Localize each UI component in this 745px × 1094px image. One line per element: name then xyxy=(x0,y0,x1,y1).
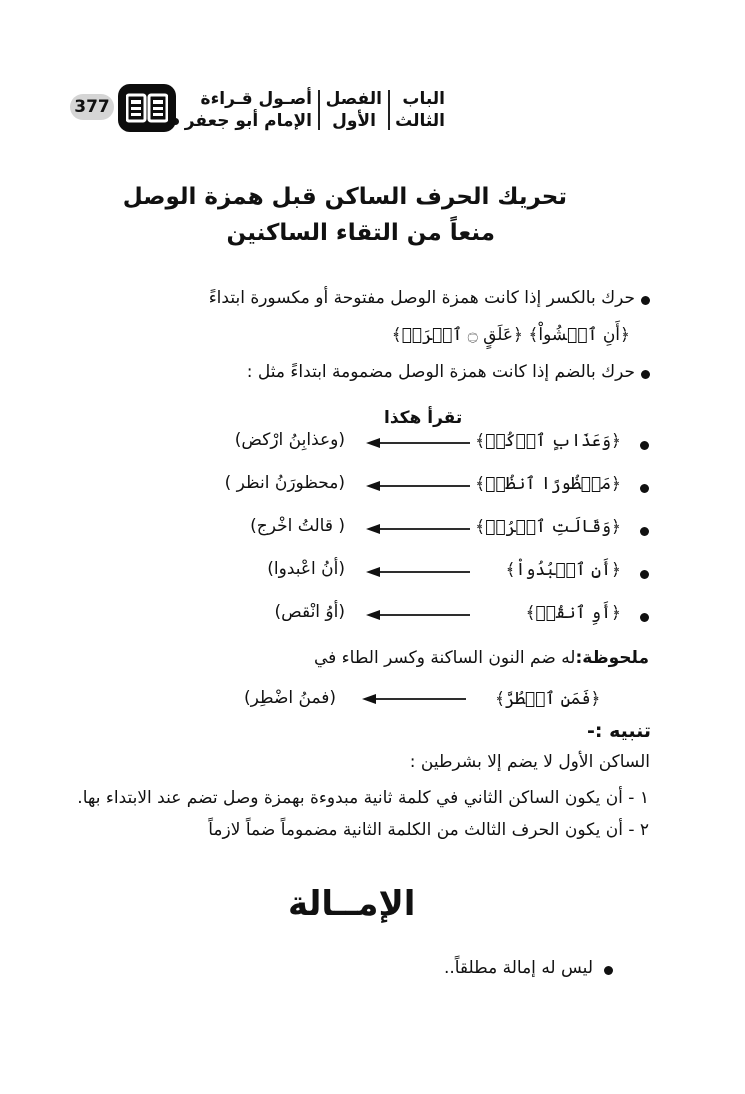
imala-title: الإمــالة xyxy=(288,884,416,924)
bullet xyxy=(640,527,649,536)
header-chapter xyxy=(326,88,382,132)
note-text: له ضم النون الساكنة وكسر الطاء في xyxy=(313,648,576,668)
book-logo-icon xyxy=(118,84,176,132)
warning-cond2: ٢ - أن يكون الحرف الثالث من الكلمة الثانية مضموماً ضماً لازماً xyxy=(208,820,649,840)
header-chapter-line2: الأول xyxy=(332,111,376,131)
header-topic-line1: أصـول قـراءة xyxy=(200,89,312,109)
note-example-read: (فمنُ اضْطِر) xyxy=(244,688,337,708)
header-book-line1: الباب xyxy=(402,89,445,109)
example-read: (أنُ اعْبدوا) xyxy=(267,559,345,579)
header-topic xyxy=(180,88,312,132)
title-line2: منعاً من التقاء الساكنين xyxy=(226,220,495,246)
note-line xyxy=(314,648,649,668)
title-line1: تحريك الحرف الساكن قبل همزة الوصل xyxy=(122,184,567,210)
header-divider xyxy=(388,90,390,130)
imala-text: ليس له إمالة مطلقاً.. xyxy=(443,958,593,978)
bullet xyxy=(640,484,649,493)
rule1-examples: ﴿أَنِ ٱمۡشُواْ﴾ ﴿عَلَقٍ ۝ ٱقۡرَأۡ﴾ xyxy=(391,325,630,345)
arrow-icon xyxy=(366,436,470,450)
warning-intro: الساكن الأول لا يضم إلا بشرطين : xyxy=(409,752,650,772)
bullet xyxy=(640,441,649,450)
example-original: ﴿وَقَالَتِ ٱخۡرُجۡ﴾ xyxy=(475,517,621,537)
note-label: ملحوظة: xyxy=(575,648,649,668)
bullet xyxy=(641,370,650,379)
bullet xyxy=(640,570,649,579)
page-number: 377 xyxy=(70,94,114,120)
arrow-icon xyxy=(366,565,470,579)
rule1-text: حرك بالكسر إذا كانت همزة الوصل مفتوحة أو مكسورة ابتداءً xyxy=(208,288,635,308)
example-read: (وعذابِنُ ارْكض) xyxy=(234,430,345,450)
header-book-line2: الثالث xyxy=(395,111,445,131)
example-original: ﴿وَعَذَابٍ ٱرۡكُضۡ﴾ xyxy=(475,431,621,451)
arrow-icon xyxy=(366,522,470,536)
example-read: (محظورَنُ انظر ) xyxy=(224,473,345,493)
note-example-original: ﴿فَمَنِ ٱضۡطُرَّ﴾ xyxy=(495,689,601,709)
header-book xyxy=(385,88,445,132)
header-topic-line2: الإمام أبو جعفر xyxy=(184,111,312,131)
rule2-text: حرك بالضم إذا كانت همزة الوصل مضمومة ابتداءً مثل : xyxy=(246,362,635,382)
example-read: (أوُ انْقص) xyxy=(274,602,345,622)
arrow-icon xyxy=(366,608,470,622)
header-chapter-line1: الفصل xyxy=(325,89,382,109)
arrow-icon xyxy=(362,692,466,706)
example-read: ( قالتُ اخْرج) xyxy=(250,516,345,536)
example-original: ﴿مَحۡظُورًا ٱنظُرۡ﴾ xyxy=(475,474,621,494)
bullet xyxy=(604,966,613,975)
bullet xyxy=(641,296,650,305)
example-original: ﴿أَنِ ٱعۡبُدُواْ﴾ xyxy=(505,560,621,580)
warning-cond1: ١ - أن يكون الساكن الثاني في كلمة ثانية مبدوءة بهمزة وصل تضم عند الابتداء بها. xyxy=(77,788,649,808)
example-original: ﴿أَوِ ٱنقُصۡ﴾ xyxy=(525,603,621,623)
warning-label: تنبيه :- xyxy=(586,720,651,742)
arrow-icon xyxy=(366,479,470,493)
read-as-label: تقرأ هكذا xyxy=(384,408,463,428)
header-divider xyxy=(318,90,320,130)
bullet xyxy=(640,613,649,622)
